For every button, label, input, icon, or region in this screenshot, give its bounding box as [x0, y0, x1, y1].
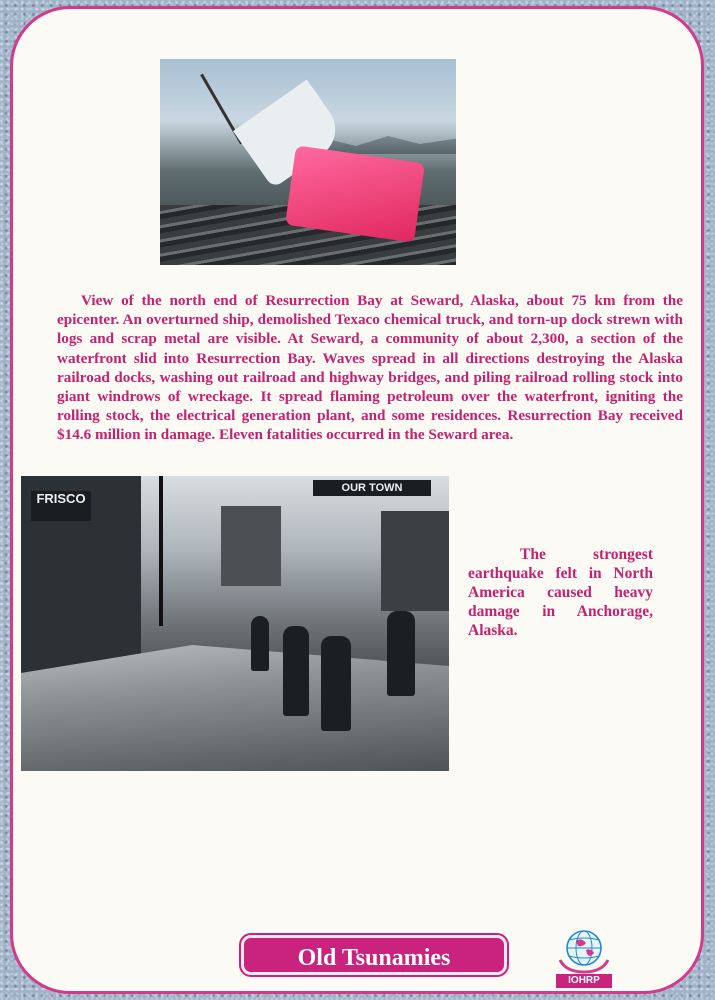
anchorage-photo	[21, 476, 449, 771]
seward-caption: View of the north end of Resurrection Bay at Seward, Alaska, about 75 km from the epicenter. An overturned ship, demolished Texaco chemical truck, and torn-up dock strewn with logs and scrap metal are visible. At Seward, a community of about 2,300, a section of the waterfront slid into Resurrection Bay. Waves spread in all directions destroying the Alaska railroad docks, washing out railroad and highway bridges, and piling railroad rolling stock into giant windrows of wreckage. It spread flaming petroleum over the waterfront, igniting the rolling stock, the electrical generation plant, and some residences. Resurrection Bay received $14.6 million in damage. Eleven fatalities occurred in the Seward area.	[57, 292, 683, 444]
photo-utility-pole	[159, 476, 163, 626]
page-sheet	[10, 6, 704, 994]
logo-label: IOHRP	[556, 974, 612, 988]
photo-sign-our-town: OUR TOWN	[313, 480, 431, 496]
seward-photo	[160, 59, 456, 265]
photo-building-mid	[221, 506, 281, 586]
photo-person	[387, 611, 415, 696]
photo-person	[283, 626, 309, 716]
photo-building-right	[381, 511, 449, 611]
photo-sign-frisco: FRISCO	[31, 491, 91, 521]
photo-person	[321, 636, 351, 731]
photo-person	[251, 616, 269, 671]
anchorage-caption: The strongest earthquake felt in North America caused heavy damage in Anchorage, Alaska.	[468, 546, 653, 639]
old-tsunamies-title: Old Tsunamies	[241, 935, 507, 975]
